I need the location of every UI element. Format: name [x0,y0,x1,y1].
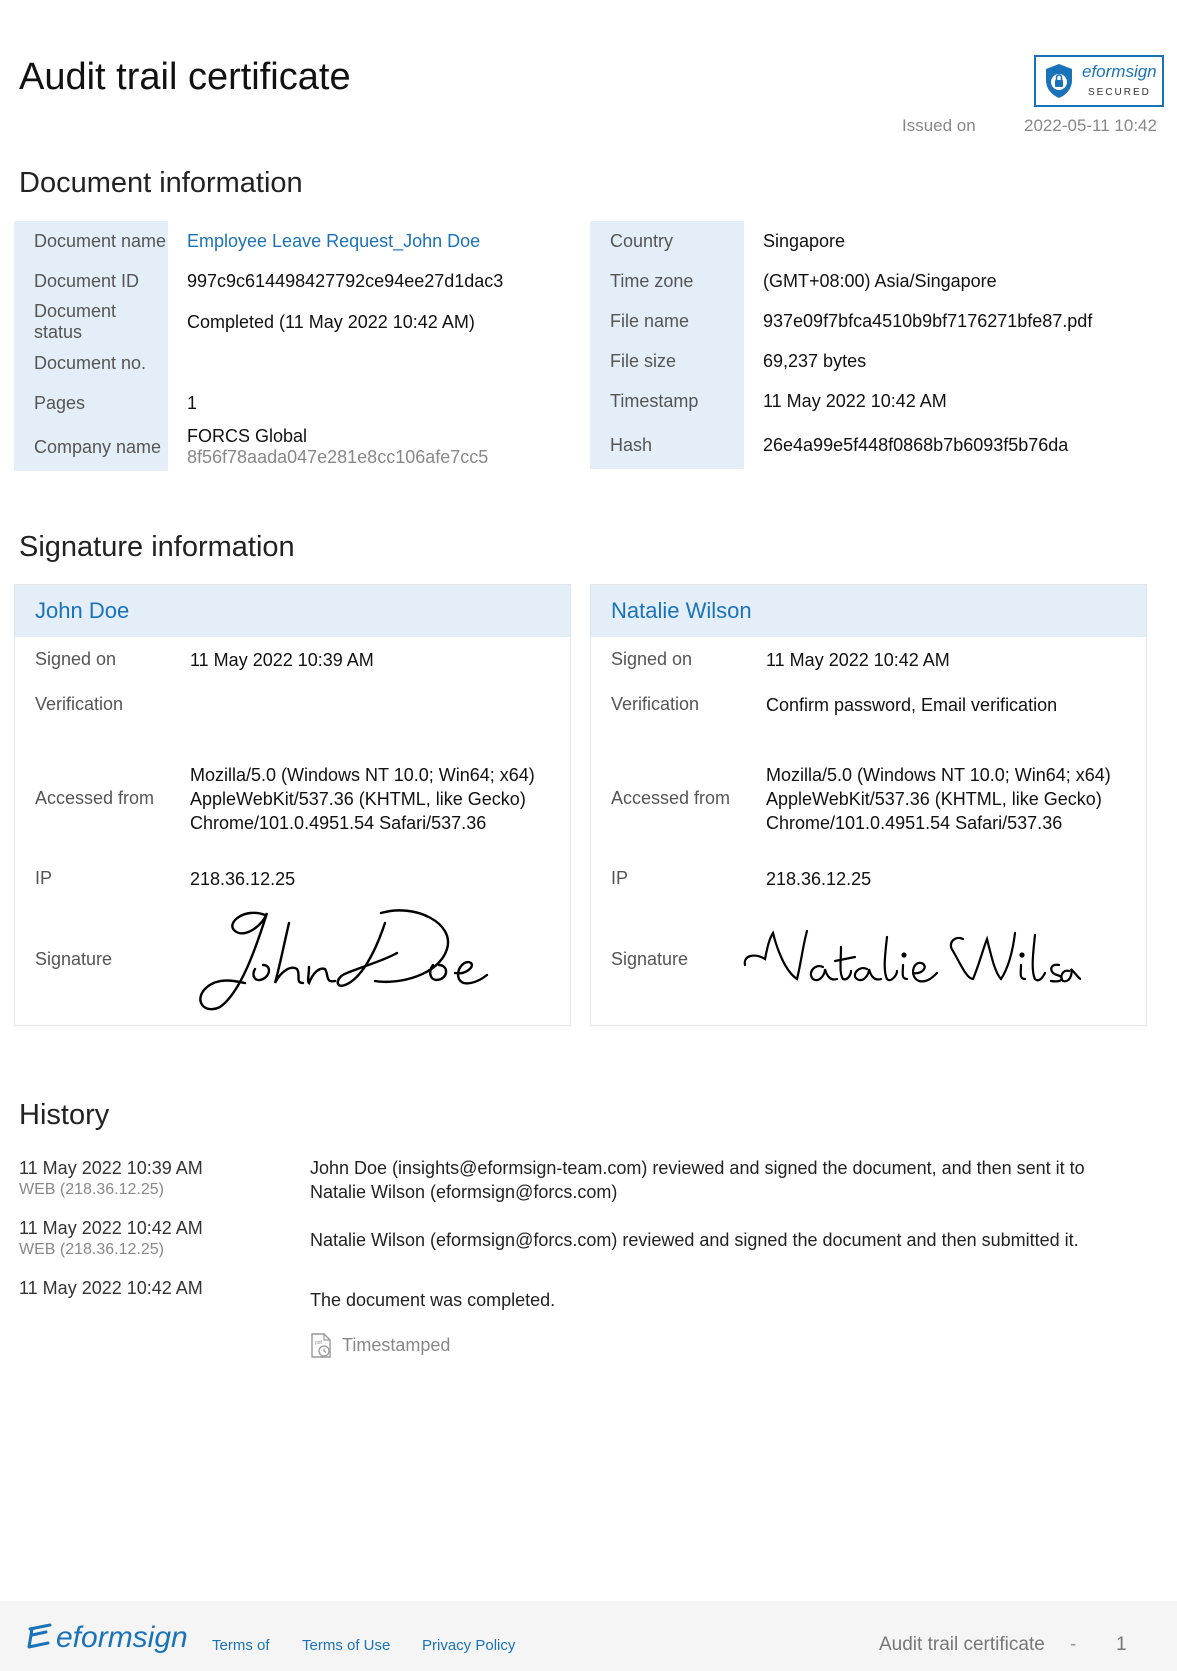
info-key: Country [590,221,744,261]
info-key: File size [590,341,744,381]
info-row [14,221,574,261]
signature-info-heading: Signature information [19,531,295,563]
info-key: Pages [14,383,168,423]
signer-name: Natalie Wilson [591,585,1146,637]
history-time: 11 May 2022 10:42 AM [19,1278,203,1298]
shield-lock-icon [1044,63,1074,99]
issued-on-value: 2022-05-11 10:42 [1024,116,1157,135]
user-agent-line: Mozilla/5.0 (Windows NT 10.0; Win64; x64) [766,765,1111,785]
signed-on-value: 11 May 2022 10:39 AM [190,650,374,670]
svg-text:pdf: pdf [315,1340,322,1346]
signature-image-natalie-wilson [741,925,1081,995]
document-info-heading: Document information [19,167,303,199]
info-value: 69,237 bytes [763,350,867,371]
info-row [14,423,574,471]
document-info-right-table [590,221,1160,469]
info-row [14,301,574,343]
accessed-from-label: Accessed from [611,788,731,808]
page-title: Audit trail certificate [19,56,351,98]
ip-value: 218.36.12.25 [190,869,296,889]
accessed-from-value [766,763,1111,835]
user-agent-line: Mozilla/5.0 (Windows NT 10.0; Win64; x64) [190,765,535,785]
signature-image-john-doe [185,903,505,1013]
user-agent-line: AppleWebKit/537.36 (KHTML, like Gecko) [766,789,1102,809]
ip-label: IP [611,868,629,888]
info-value: Completed (11 May 2022 10:42 AM) [187,311,475,332]
info-key: Document name [14,221,168,261]
info-row [14,343,574,383]
verification-value: Confirm password, Email verification [766,695,1058,715]
signature-label: Signature [611,949,689,969]
timestamped-label: Timestamped [342,1334,451,1355]
history-text: Natalie Wilson (eformsign@forcs.com) reviewed and signed the document and then submitted it. [310,1230,1079,1250]
document-info-left-table [14,221,574,471]
info-key: Time zone [590,261,744,301]
info-value: 997c9c614498427792ce94ee27d1dac3 [187,270,504,291]
signed-on-label: Signed on [35,649,117,669]
signer-card-john-doe [14,584,571,1026]
ip-label: IP [35,868,53,888]
info-value: 937e09f7bfca4510b9bf7176271bfe87.pdf [763,310,1093,331]
history-source: WEB (218.36.12.25) [19,1241,164,1258]
footer-doc-title: Audit trail certificate [879,1634,1045,1655]
info-row [590,301,1160,341]
accessed-from-value [190,763,535,835]
info-row [14,383,574,423]
info-row [590,261,1160,301]
info-value: 26e4a99e5f448f0868b7b6093f5b76da [763,434,1069,455]
user-agent-line: AppleWebKit/537.36 (KHTML, like Gecko) [190,789,526,809]
terms-of-use-link[interactable]: Terms of Use [302,1637,391,1654]
info-key: Timestamp [590,381,744,421]
signed-on-label: Signed on [611,649,693,669]
issued-on-label: Issued on [902,116,976,135]
signer-card-natalie-wilson [590,584,1147,1026]
eformsign-logo-icon [26,1621,56,1651]
info-key: Company name [14,423,168,471]
footer-logo [26,1621,188,1655]
user-agent-line: Chrome/101.0.4951.54 Safari/537.36 [190,813,487,833]
privacy-policy-link[interactable]: Privacy Policy [422,1637,516,1654]
signature-label: Signature [35,949,113,969]
signer-name: John Doe [15,585,570,637]
secured-badge [1034,55,1164,107]
info-value: 11 May 2022 10:42 AM [763,390,947,411]
timestamp-certificate-icon [310,1333,332,1359]
info-key: Document no. [14,343,168,383]
footer-separator: - [1070,1634,1077,1655]
badge-secured: SECURED [1088,87,1151,98]
info-value[interactable]: Employee Leave Request_John Doe [187,230,481,251]
signed-on-value: 11 May 2022 10:42 AM [766,650,950,670]
info-row [590,421,1160,469]
history-time: 11 May 2022 10:39 AM [19,1158,203,1178]
page-number: 1 [1116,1634,1127,1655]
history-heading: History [19,1099,110,1131]
info-row [590,221,1160,261]
info-value: (GMT+08:00) Asia/Singapore [763,270,997,291]
terms-link[interactable]: Terms of [212,1637,270,1654]
history-text: The document was completed. [310,1290,556,1310]
history-source: WEB (218.36.12.25) [19,1181,164,1198]
info-key: Hash [590,421,744,469]
accessed-from-label: Accessed from [35,788,155,808]
user-agent-line: Chrome/101.0.4951.54 Safari/537.36 [766,813,1063,833]
badge-brand: eformsign [1082,62,1157,81]
verification-label: Verification [35,694,124,714]
document-name-link[interactable] [168,221,574,261]
info-row [590,381,1160,421]
info-value: Singapore [763,230,846,251]
history-text: John Doe (insights@eformsign-team.com) reviewed and signed the document, and then sent it to Natalie Wilson (eformsign@forcs.com) [310,1158,1085,1202]
verification-label: Verification [611,694,700,714]
ip-value: 218.36.12.25 [766,869,872,889]
footer [0,1601,1177,1671]
info-row [14,261,574,301]
info-value: FORCS Global [187,426,308,446]
company-id: 8f56f78aada047e281e8cc106afe7cc5 [187,447,489,467]
info-key: File name [590,301,744,341]
info-key: Document ID [14,261,168,301]
info-value [168,343,574,383]
timestamped-row [310,1333,450,1359]
info-row [590,341,1160,381]
info-key: Document status [14,301,168,343]
info-value: 1 [187,392,198,413]
footer-logo-text: eformsign [56,1621,188,1654]
history-time: 11 May 2022 10:42 AM [19,1218,203,1238]
